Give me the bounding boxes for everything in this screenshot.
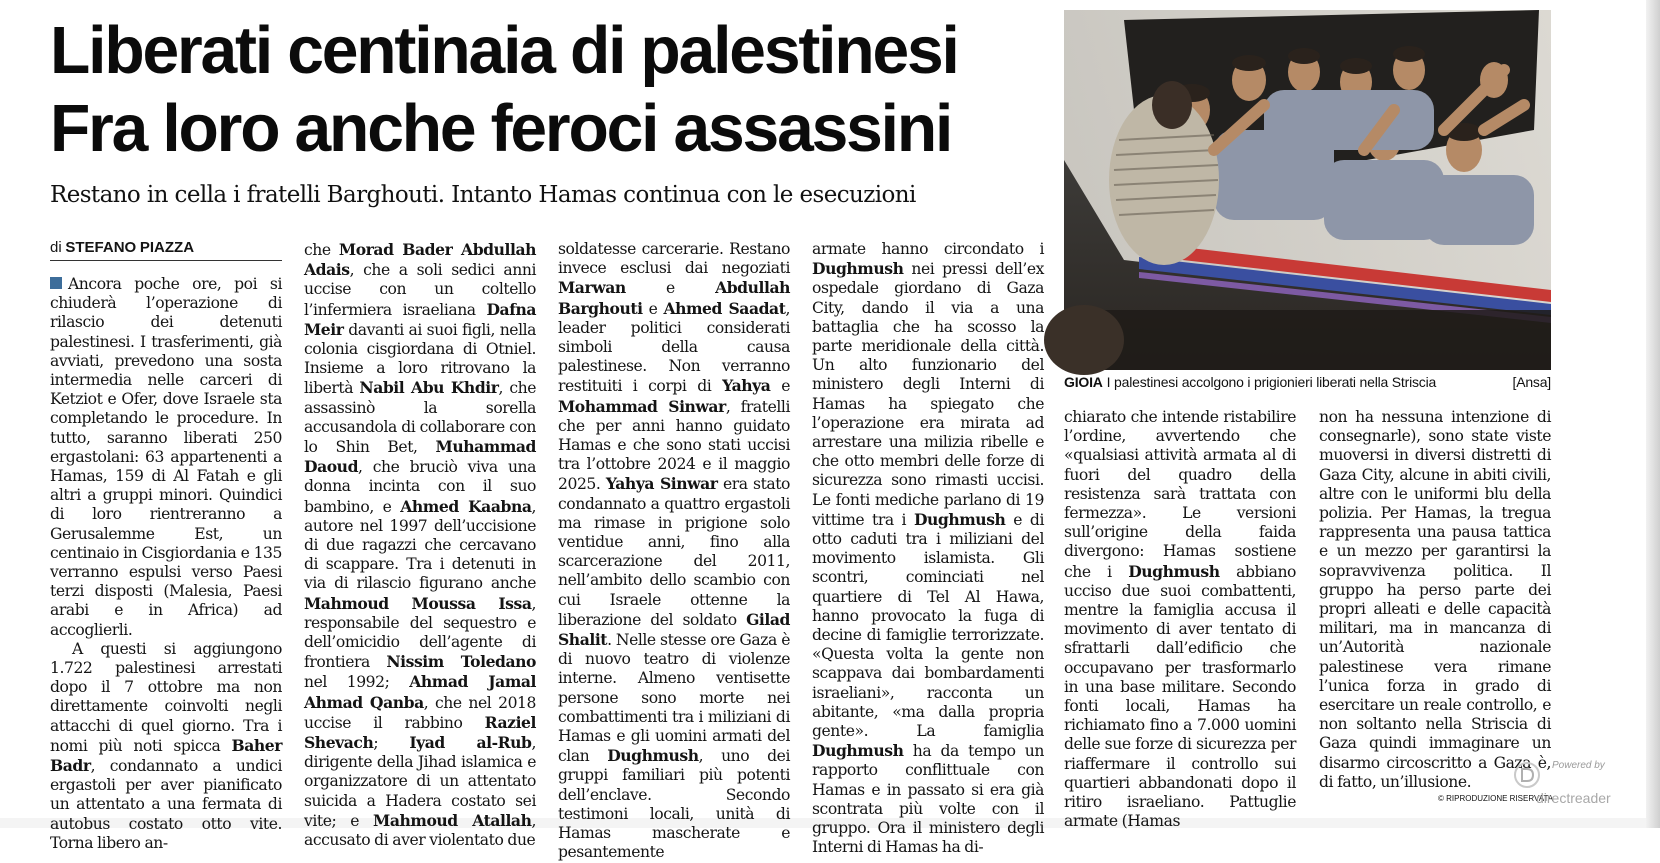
copyright-notice: © RIPRODUZIONE RISERVATA	[1438, 794, 1554, 803]
byline-prefix: di	[50, 239, 62, 256]
article-column-3: soldatesse carcerarie. Restano invece esclusi dai negoziati Marwan e Abdullah Barghouti e Ahmed Saadat, leader politici considerati simboli della causa palestinese. Non verranno restituiti i corpi di Yahya e Mohammad Sinwar, fratelli che per anni hanno guidato Hamas e che sono stati uccisi tra l’ottobre 2024 e il maggio 2025. Yahya Sinwar era stato condannato a quattro ergastoli ma rimase in prigione solo ventidue anni, fino alla scarcerazione del 2011, nell’ambito dello scambio con cui Israele ottenne la liberazione del soldato Gilad Shalit. Nelle stesse ore Gaza è di nuovo teatro di violenze interne. Almeno ventisette persone sono morte nei combattimenti tra i miliziani di Hamas e gli uomini armati del clan Dughmush, uno dei gruppi familiari più potenti dell’enclave. Secondo testimoni locali, unità di Hamas mascherate e pesantemente	[558, 240, 790, 862]
article-column-6: non ha nessuna intenzione di consegnarle), sono state viste muoversi in diversi distretti di Gaza City, alcune in abiti civili, altre con le uniformi blu della polizia. Per Hamas, la tregua rappresenta una pausa tattica e un mezzo per garantirsi la sopravvivenza politica. Il gruppo ha perso parte dei propri alleati e delle capacità militari, ma in mancanza di un’Autorità nazionale palestinese vera rimane l’unica forza in grado di esercitare un reale controllo, e non soltanto nella Striscia di Gaza quindi immaginare un disarmo circoscritto a Gaza è, di fatto, un’illusione.	[1319, 408, 1551, 791]
caption-label: GIOIA	[1064, 374, 1103, 390]
headline-line-2: Fra loro anche feroci assassini	[50, 91, 952, 166]
headline-line-1: Liberati centinaia di palestinesi	[50, 13, 958, 88]
caption-credit: [Ansa]	[1512, 374, 1551, 390]
caption-text: I palestinesi accolgono i prigionieri liberati nella Striscia	[1106, 374, 1437, 390]
article-column-1: di STEFANO PIAZZA Ancora poche ore, poi si chiuderà l’operazione di rilascio dei detenuti palestinesi. I trasferimenti, già avviati, prevedono una sosta intermedia nelle carceri di Ketziot e Ofer, dove Israele sta completando le procedure. In tutto, saranno liberati 250 ergastolani: 63 appartenenti a Hamas, 159 di Al Fatah e gli altri a gruppi minori. Quindici di loro rientreranno a Gerusalemme Est, un centinaio in Cisgiordania e 135 verranno espulsi verso Paesi terzi disposti (Malesia, Paesi arabi e in Africa) ad accoglierli. A questi si aggiungono 1.722 palestinesi arrestati dopo il 7 ottobre ma non direttamente coinvolti negli attacchi di quel giorno. Tra i nomi più noti spicca Baher Badr, condannato a undici ergastoli per aver pianificato un attentato a una fermata di autobus costato otto vite. Torna libero an-	[50, 239, 282, 852]
article-column-5: chiarato che intende ristabilire l’ordine, avvertendo che «qualsiasi attività armata al di fuori del quadro della resistenza sarà trattata con fermezza». Le versioni sull’origine della faida divergono: Hamas sostiene che i Dughmush abbiano ucciso due suoi combattenti, mentre la famiglia accusa il movimento di aver tentato di sfrattarli dall’edificio che occupavano per trasformarlo in una base militare. Secondo fonti locali, Hamas ha richiamato fino a 7.000 uomini delle sue forze di sicurezza per riaffermare il controllo sui quartieri abbandonati dopo il ritiro israeliano. Pattuglie armate (Hamas	[1064, 408, 1296, 831]
byline-author: STEFANO PIAZZA	[65, 239, 195, 256]
directreader-logo-icon	[1513, 760, 1541, 790]
page-edge-shadow	[1646, 0, 1660, 828]
byline	[50, 238, 282, 261]
subheadline: Restano in cella i fratelli Barghouti. Intanto Hamas continua con le esecuzioni	[50, 182, 916, 208]
headline	[50, 12, 1035, 168]
photo-caption	[1064, 372, 1551, 392]
directreader-brand[interactable]: directreader	[1536, 790, 1611, 806]
article-column-2: che Morad Bader Abdullah Adais, che a soli sedici anni uccise con un coltello l’infermiera israeliana Dafna Meir davanti ai suoi figli, nella colonia cisgiordana di Otniel. Insieme a loro ritrovano la libertà Nabil Abu Khdir, che assassinò la sorella accusandola di collaborare con lo Shin Bet, Muhammad Daoud, che bruciò viva una donna incinta con il suo bambino, e Ahmed Kaabna, autore nel 1997 dell’uccisione di due ragazzi che cercavano di scappare. Tra i detenuti in via di rilascio figurano anche Mahmoud Moussa Issa, responsabile del sequestro e dell’omicidio dell’agente di frontiera Nissim Toledano nel 1992; Ahmad Jamal Ahmad Qanba, che nel 2018 uccise il rabbino Raziel Shevach; Iyad al-Rub, dirigente della Jihad islamica e organizzatore di un attentato suicida a Hadera costato sei vite; e Mahmoud Atallah, accusato di aver violentato due	[304, 240, 537, 850]
lead-square-icon	[50, 277, 62, 289]
news-photo	[1064, 10, 1551, 370]
powered-by-label: Powered by	[1552, 760, 1605, 771]
article-column-4: armate hanno circondato i Dughmush nei pressi dell’ex ospedale giordano di Gaza City, dando il via a una battaglia che ha scosso la parte meridionale della città. Un alto funzionario del ministero degli Interni di Hamas ha spiegato che l’operazione era mirata ad arrestare una milizia ribelle e che otto membri delle forze di sicurezza sono rimasti uccisi. Le fonti mediche parlano di 19 vittime tra i Dughmush e di otto caduti tra i miliziani del movimento islamista. Gli scontri, cominciati nel quartiere di Tel Al Hawa, hanno provocato la fuga di decine di famiglie terrorizzate. «Questa volta la gente non scappava dai bombardamenti israeliani», racconta un abitante, «ma dalla propria gente». La famiglia Dughmush ha da tempo un rapporto conflittuale con Hamas e in passato si era già scontrata più volte con il gruppo. Ora il ministero degli Interni di Hamas ha di-	[812, 240, 1044, 857]
